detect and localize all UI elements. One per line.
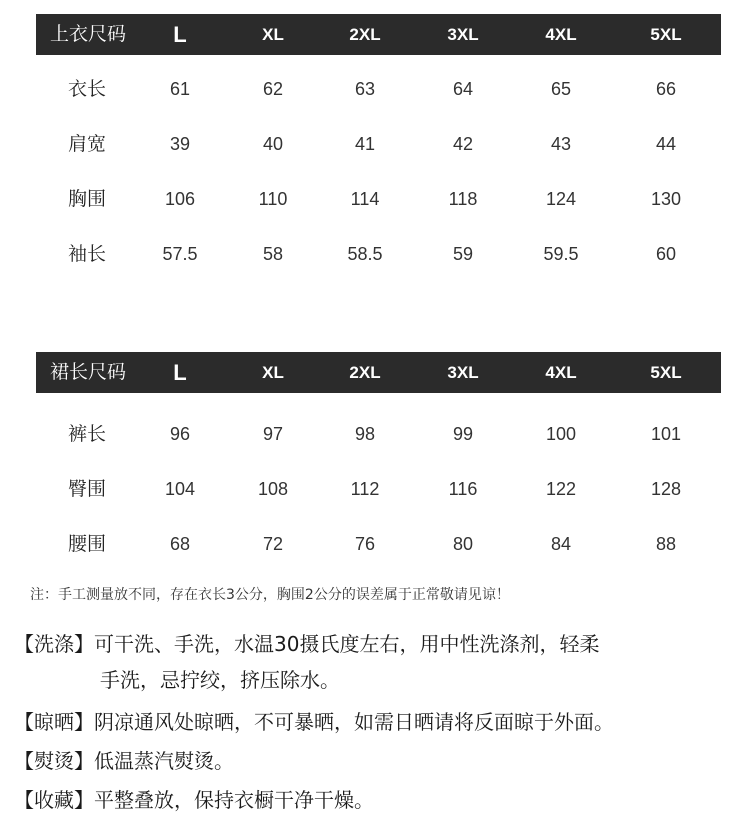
size-header-5xl: 5XL (650, 363, 682, 382)
table-cell: 58 (262, 244, 284, 264)
table-cell: 41 (354, 134, 376, 154)
table-cell: 98 (354, 424, 376, 444)
table-cell: 100 (545, 424, 577, 444)
table-cell: 68 (169, 534, 191, 554)
size-header-3xl: 3XL (447, 25, 479, 44)
care-tag: 【收藏】 (14, 788, 94, 812)
size-header-3xl: 3XL (447, 363, 479, 382)
size-header-4xl: 4XL (545, 363, 577, 382)
care-tag: 【洗涤】 (14, 632, 94, 656)
table-cell: 59 (452, 244, 474, 264)
table-cell: 44 (655, 134, 677, 154)
table-cell: 58.5 (347, 244, 383, 264)
table-cell: 39 (169, 134, 191, 154)
table-cell: 88 (655, 534, 677, 554)
table-cell: 128 (650, 479, 682, 499)
table-cell: 124 (545, 189, 577, 209)
table-cell: 122 (545, 479, 577, 499)
top-table-title: 上衣尺码 (50, 23, 127, 45)
row-label: 腰围 (68, 533, 107, 555)
table-cell: 62 (262, 79, 284, 99)
care-tag: 【晾晒】 (14, 710, 94, 734)
bottom-table-title: 裙长尺码 (50, 361, 127, 383)
table-cell: 61 (169, 79, 191, 99)
row-label: 肩宽 (68, 133, 107, 155)
table-row (36, 62, 721, 117)
table-cell: 40 (262, 134, 284, 154)
care-storage (14, 782, 374, 818)
table-cell: 101 (650, 424, 682, 444)
bottom-size-table (36, 352, 721, 572)
care-text: 低温蒸汽熨烫。 (94, 749, 234, 773)
table-cell: 96 (169, 424, 191, 444)
size-header-2xl: 2XL (349, 25, 381, 44)
size-header-xl: XL (262, 363, 284, 382)
size-header-l: L (173, 360, 187, 385)
care-tag: 【熨烫】 (14, 749, 94, 773)
care-washing (14, 626, 599, 698)
top-size-table (36, 14, 721, 282)
table-cell: 57.5 (162, 244, 198, 264)
table-cell: 80 (452, 534, 474, 554)
table-cell: 66 (655, 79, 677, 99)
table-cell: 65 (550, 79, 572, 99)
table-row (36, 517, 721, 572)
row-label: 裤长 (68, 423, 107, 445)
size-header-l: L (173, 22, 187, 47)
size-header-xl: XL (262, 25, 284, 44)
table-cell: 43 (550, 134, 572, 154)
table-row (36, 407, 721, 462)
care-text: 阴凉通风处晾晒，不可暴晒，如需日晒请将反面晾于外面。 (94, 710, 614, 734)
table-cell: 106 (164, 189, 196, 209)
table-cell: 42 (452, 134, 474, 154)
table-cell: 99 (452, 424, 474, 444)
table-cell: 84 (550, 534, 572, 554)
table-cell: 130 (650, 189, 682, 209)
table-cell: 112 (350, 479, 380, 499)
row-label: 衣长 (68, 78, 107, 100)
measurement-note: 注：手工测量放不同，存在衣长3公分，胸围2公分的误差属于正常敬请见谅！ (30, 587, 510, 603)
top-table-header (36, 14, 721, 55)
size-header-4xl: 4XL (545, 25, 577, 44)
table-cell: 104 (164, 479, 196, 499)
table-cell: 64 (452, 79, 474, 99)
table-row (36, 172, 721, 227)
care-drying (14, 704, 614, 740)
table-cell: 63 (354, 79, 376, 99)
table-row (36, 227, 721, 282)
table-cell: 60 (655, 244, 677, 264)
size-header-2xl: 2XL (349, 363, 381, 382)
table-row (36, 117, 721, 172)
table-cell: 116 (448, 479, 478, 499)
table-cell: 97 (262, 424, 284, 444)
care-text: 平整叠放，保持衣橱干净干燥。 (94, 788, 374, 812)
size-header-5xl: 5XL (650, 25, 682, 44)
table-row (36, 462, 721, 517)
table-cell: 114 (350, 189, 380, 209)
row-label: 臀围 (68, 478, 107, 500)
table-cell: 76 (354, 534, 376, 554)
row-label: 袖长 (68, 243, 107, 265)
care-ironing (14, 743, 234, 779)
care-text-continued: 手洗，忌拧绞，挤压除水。 (100, 668, 340, 692)
care-text: 可干洗、手洗，水温30摄氏度左右，用中性洗涤剂，轻柔 (94, 632, 600, 656)
table-cell: 59.5 (543, 244, 579, 264)
row-label: 胸围 (68, 188, 107, 210)
table-cell: 110 (258, 189, 288, 209)
table-cell: 118 (448, 189, 478, 209)
table-cell: 108 (257, 479, 289, 499)
bottom-table-header (36, 352, 721, 393)
table-cell: 72 (262, 534, 284, 554)
